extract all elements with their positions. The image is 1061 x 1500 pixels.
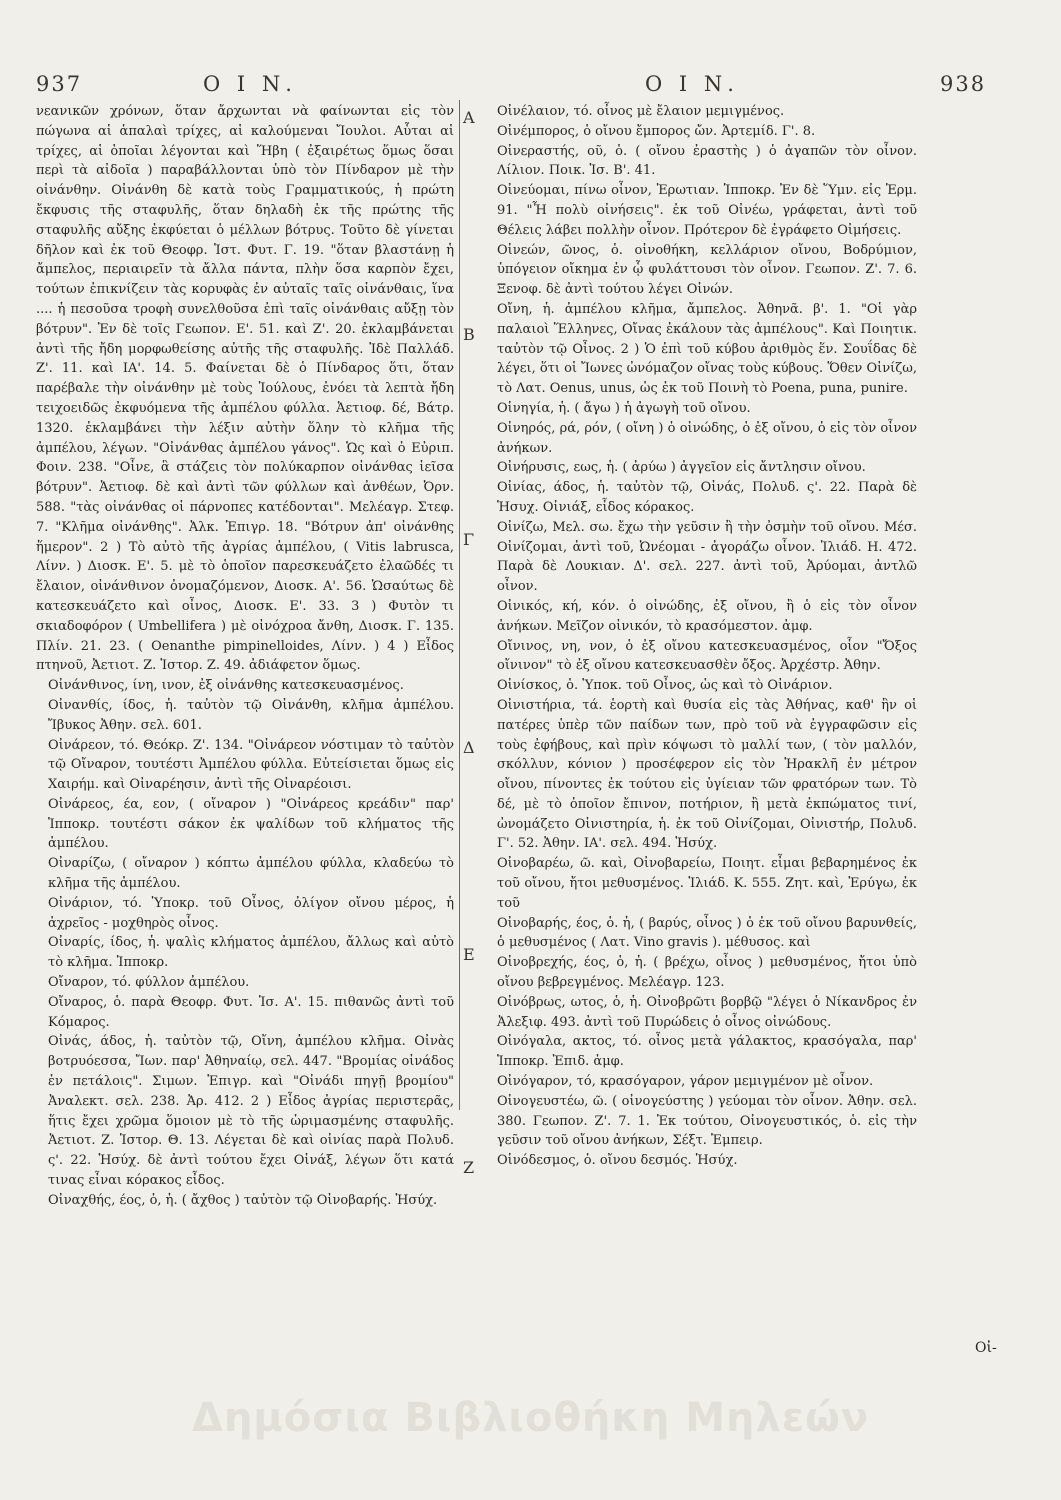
entry-oinegia: Οἰνηγία, ἡ. ( ἄγω ) ἡ ἀγωγὴ τοῦ οἴνου. (497, 400, 751, 416)
margin-letter-beta: Β (463, 325, 475, 344)
entry-oinisteria: Οἰνιστήρια, τά. ἑορτὴ καὶ θυσία εἰς τὰς Ἀθήνας, καθ' ἣν οἱ πατέρες ὑπὲρ τῶν παίδων των, πρὸ τοῦ νὰ ἐγγραφῶσιν εἰς τοὺς ἐφήβους, καὶ πρὶν κόψωσι τὸ μαλλί των, ( τὸν μαλλόν, σκόλλυν, κόνιον ) προσέφερον εἰς τὸν Ἡρακλῆ ἐν μέτρον οἴνου, πίνοντες ἐκ τούτου εἰς ὑγίειαν τῶν φρατόρων των. Τὸ δέ, μὲ τὸ ὁποῖον ἔπινον, ποτήριον, ἢ μετὰ ἐκπώματος τινί, ὠνομάζετο Οἰνιστηρία, ἡ. ἐκ τοῦ Οἰνίζομαι, Οἰνιστήρ, Πολυδ. Γ'. 52. Ἀθην. ΙΑ'. σελ. 494. Ἡσύχ. (497, 697, 917, 852)
right-page-number: 938 (940, 72, 987, 96)
column-rule (459, 100, 460, 1110)
entry-oinemporos: Οἰνέμπορος, ὁ οἴνου ἔμπορος ὤν. Ἀρτεμίδ. Γ'. 8. (497, 123, 816, 139)
entry-oinobreches: Οἰνοβρεχής, έος, ὁ, ἡ. ( βρέχω, οἶνος ) μεθυσμένος, ἤτοι ὑπὸ οἴνου βεβρεγμένος. Μελέαγρ. 123. (497, 955, 917, 991)
entry-oinachthes: Οἰναχθής, έος, ὁ, ἡ. ( ἄχθος ) ταὐτὸν τῷ Οἰνοβαρής. Ἡσύχ. (48, 1192, 438, 1208)
entry-oineuomai: Οἰνεύομαι, πίνω οἶνον, Ἐρωτιαν. Ἱπποκρ. Ἐν δὲ Ὕμν. εἰς Ἑρμ. 91. "Ἦ πολὺ οἰνήσεις". ἐκ τοῦ Οἰνέω, γράφεται, ἀντὶ τοῦ Θέλεις λάβει πολλὴν οἶνον. Πρότερον δὲ ἐγράφετο Οἰμήσεις. (497, 183, 917, 238)
entry-oinodesmos: Οἰνόδεσμος, ὁ. οἴνου δεσμός. Ἡσύχ. (497, 1153, 738, 1169)
entry-oininos: Οἴνινος, νη, νον, ὁ ἐξ οἴνου κατεσκευασμένος, οἷον "Ὄξος οἴνινον" τὸ ἐξ οἴνου κατεσκευασθὲν ὄξος. Ἀρχέστρ. Ἀθην. (497, 638, 917, 674)
right-running-title: Ο Ι Ν. (645, 72, 739, 96)
entry-oinerysis: Οἰνήρυσις, εως, ἡ. ( ἀρύω ) ἀγγεῖον εἰς ἄντλησιν οἴνου. (497, 460, 866, 476)
entry-oinanthis: Οἰνανθίς, ίδος, ἡ. ταὐτὸν τῷ Οἰνάνθη, κλῆμα ἀμπέλου. Ἴβυκος Ἀθην. σελ. 601. (48, 697, 454, 733)
entry-oinaron: Οἴναρον, τό. φύλλον ἀμπέλου. (48, 975, 250, 991)
entry-oinarion: Οἰνάριον, τό. Ὑποκρ. τοῦ Οἶνος, ὀλίγον οἴνου μέρος, ἡ ἀχρεῖος - μοχθηρὸς οἶνος. (48, 895, 454, 931)
entry-oinobares: Οἰνοβαρής, έος, ὁ. ἡ, ( βαρύς, οἶνος ) ὁ ἐκ τοῦ οἴνου βαρυνθείς, ὁ μεθυσμένος ( Λατ. Vino gravis ). μέθυσος. καὶ (497, 915, 917, 951)
entry-continuation: νεανικῶν χρόνων, ὅταν ἄρχωνται νὰ φαίνωνται εἰς τὸν πώγωνα αἱ ἁπαλαὶ τρίχες, αἱ καλούμεναι Ἴουλοι. Αὗται αἱ τρίχες, αἱ ὁποῖαι λέγονται καὶ Ἥβη ( ἐξαιρέτως ὅμως ὅσαι περὶ τὰ αἰδοῖα ) παραβάλλονται ὑπὸ τὸν Πίνδαρον μὲ τὴν οἰνάνθην. Οἰνάνθη δὲ κατὰ τοὺς Γραμματικούς, ἡ πρώτη ἔκφυσις τῆς σταφυλῆς, ὅταν δηλαδὴ ἐκ τῆς πρώτης τῆς σταφυλῆς αὔξης ἐκφύεται ὁ μέλλων βότρυς. Τοῦτο δὲ γίνεται δῆλον καὶ ἐκ τοῦ Θεοφρ. Ἱστ. Φυτ. Γ. 19. "ὅταν βλαστάνῃ ἡ ἄμπελος, περιαιρεῖν τὰ ἄλλα πάντα, πλὴν ὅσα καρπὸν ἔχει, τούτων ἐπικνίζειν τὰς κορυφὰς ἐν αὐταῖς ταῖς οἰνάνθαις, ἵνα .... ἡ πεσοῦσα τροφὴ συνελθοῦσα ἐπὶ ταῖς οἰνάνθαις αὔξῃ τὸν βότρυν". Ἐν δὲ τοῖς Γεωπον. Ε'. 51. καὶ Ζ'. 20. ἐκλαμβάνεται ἀντὶ τῆς ἤδη μορφωθείσης αὐτῆς τῆς σταφυλῆς. Ἰδὲ Παλλάδ. Ζ'. 11. καὶ ΙΑ'. 14. 5. Φαίνεται δὲ ὁ Πίνδαρος ὅτι, ὅταν παρέβαλε τὴν οἰνάνθην μὲ τοὺς Ἰούλους, ἐνόει τὰ λεπτὰ ἤδη τειχοειδῶς ἐκφυόμενα τῆς ἀμπέλου φύλλα. Ἀετιοφ. δέ, Βάτρ. 1320. ἐκλαμβάνει τὴν λέξιν αὐτὴν ὅλην τὸ κλῆμα τῆς ἀμπέλου, λέγων. "Οἰνάνθας ἀμπέλου γάνος". Ὡς καὶ ὁ Εὐριπ. Φοιν. 238. "Οἶνε, ἃ στάζεις τὸν πολύκαρπον οἰνάνθας ἱεῖσα βότρυν". Ἀετιοφ. δὲ καὶ ἀντὶ τῶν φύλλων καὶ ἀνθέων, Ὀρν. 588. "τὰς οἰνάνθας οἱ πάρνοπες κατέδονται". Μελέαγρ. Στεφ. 7. "Κλῆμα οἰνάνθης". Ἀλκ. Ἐπιγρ. 18. "Βότρυν ἀπ' οἰνάνθης ἥμερον". 2 ) Τὸ αὐτὸ τῆς ἀγρίας ἀμπέλου, ( Vitis labrusca, Λίνν. ) Διοσκ. Ε'. 5. μὲ τὸ ὁποῖον παρεσκευάζετο ἐλαῶδές τι ἔλαιον, οἰνάνθινον ὀνομαζόμενον, Διοσκ. Α'. 56. Ὡσαύτως δὲ κατεσκευάζετο καὶ οἶνος, Διοσκ. Ε'. 33. 3 ) Φυτὸν τι σκιαδοφόρον ( Umbellifera ) μὲ οἰνόχροα ἄνθη, Διοσκ. Γ. 135. Πλίν. 21. 23. ( Oenanthe pimpinelloides, Λίνν. ) 4 ) Εἶδος πτηνοῦ, Ἀετιοτ. Ζ. Ἱστορ. Ζ. 49. ἀδιάφετον ὅμως. (36, 104, 454, 674)
entry-oineros: Οἰνηρός, ρά, ρόν, ( οἴνη ) ὁ οἰνώδης, ὁ ἐξ οἴνου, ὁ εἰς τὸν οἶνον ἀνήκων. (497, 420, 917, 456)
page-header (0, 72, 1061, 102)
margin-letter-epsilon: Ε (463, 945, 475, 964)
entry-oinareon: Οἰνάρεον, τό. Θεόκρ. Ζ'. 134. "Οἰνάρεον νόστιμαν τὸ ταὐτὸν τῷ Οἴναρον, τουτέστι Ἀμπέλου φύλλα. Εὐτείσιεται ὅμως εἰς Χαιρήμ. καὶ Οἰναρέησιν, ἀντὶ τῆς Οἰναρέοισι. (48, 737, 454, 793)
entry-oinerastes: Οἰνεραστής, οῦ, ὁ. ( οἴνου ἐραστὴς ) ὁ ἀγαπῶν τὸν οἶνον. Λίλιον. Ποικ. Ἱσ. Β'. 41. (497, 143, 917, 179)
entry-oinas: Οἰνάς, άδος, ἡ. ταὐτὸν τῷ, Οἴνη, ἀμπέλου κλῆμα. Οἰνὰς βοτρυόεσσα, Ἴων. παρ' Ἀθηναίῳ, σελ. 447. "Βρομίας οἰνάδος ἐν πετάλοις". Σιμων. Ἐπιγρ. καὶ "Οἰνάδι πηγῇ βρομίου" Ἀναλεκτ. σελ. 238. Ἀρ. 412. 2 ) Εἶδος ἀγρίας περιστερᾶς, ἥτις ἔχει χρῶμα ὅμοιον μὲ τὸ τῆς ὡριμασμένης σταφυλῆς. Ἀετιοτ. Ζ. Ἱστορ. Θ. 13. Λέγεται δὲ καὶ οἰνίας παρὰ Πολυδ. ς'. 22. Ἡσύχ. δὲ ἀντὶ τούτου ἔχει Οἰνάξ, λέγων ὅτι κατά τινας εἶναι κόρακος εἶδος. (48, 1034, 454, 1189)
margin-letter-zeta: Ζ (463, 1158, 475, 1177)
entry-oiniskos: Οἰνίσκος, ὁ. Ὑποκ. τοῦ Οἶνος, ὡς καὶ τὸ Οἰνάριον. (497, 678, 833, 694)
left-page-number: 937 (36, 72, 83, 96)
entry-oinanthinos: Οἰνάνθινος, ίνη, ινον, ἐξ οἰνάνθης κατεσκευασμένος. (48, 678, 404, 694)
entry-oinobareo: Οἰνοβαρέω, ῶ. καὶ, Οἰνοβαρείω, Ποιητ. εἶμαι βεβαρημένος ἐκ τοῦ οἴνου, ἤτοι μεθυσμένος. Ἰλιάδ. Κ. 555. Ζητ. καὶ, Ἐρύγω, ἐκ τοῦ (497, 856, 917, 911)
margin-letter-gamma: Γ (463, 530, 475, 549)
entry-oinizo: Οἰνίζω, Μελ. σω. ἔχω τὴν γεῦσιν ἢ τὴν ὀσμὴν τοῦ οἴνου. Μέσ. Οἰνίζομαι, ἀντὶ τοῦ, Ὠνέομαι - ἀγοράζω οἶνον. Ἰλιάδ. Η. 472. Παρὰ δὲ Λουκιαν. Δ'. σελ. 227. ἀντὶ τοῦ, Ἀρύομαι, ἀντλῶ οἶνον. (497, 519, 917, 595)
entry-oineon: Οἰνεών, ῶνος, ὁ. οἰνοθήκη, κελλάριον οἴνου, Βοδρύμιον, ὑπόγειον οἴκημα ἐν ᾧ φυλάττουσι τὸν οἶνον. Γεωπον. Ζ'. 7. 6. Ξενοφ. δὲ ἀντὶ τούτου λέγει Οἰνών. (497, 242, 917, 298)
left-column (36, 102, 454, 1208)
left-running-title: Ο Ι Ν. (203, 72, 297, 96)
library-watermark: Δημόσια Βιβλιοθήκη Μηλεών (191, 1395, 870, 1441)
right-column (485, 102, 917, 1169)
margin-letter-delta: Δ (463, 738, 475, 757)
entry-oinareos: Οἰνάρεος, έα, εον, ( οἴναρον ) "Οἰνάρεος κρεάδιν" παρ' Ἱπποκρ. τουτέστι σάκον ἐκ ψαλίδων τοῦ κλήματος τῆς ἀμπέλου. (48, 796, 454, 852)
catchword: Οἰ- (975, 1340, 997, 1356)
entry-oinobros: Οἰνόβρως, ωτος, ὁ, ἡ. Οἰνοβρῶτι βορβῷ "λέγει ὁ Νίκανδρος ἐν Ἀλεξιφ. 493. ἀντὶ τοῦ Πυρώδεις ὁ οἶνος οἰνώδους. (497, 994, 917, 1030)
entry-oinogala: Οἰνόγαλα, ακτος, τό. οἶνος μετὰ γάλακτος, κρασόγαλα, παρ' Ἱπποκρ. Ἐπιδ. ἀμφ. (497, 1034, 917, 1070)
margin-letter-alpha: Α (463, 108, 475, 127)
entry-oinaros: Οἴναρος, ὁ. παρὰ Θεοφρ. Φυτ. Ἱσ. Α'. 15. πιθανῶς ἀντὶ τοῦ Κόμαρος. (48, 994, 454, 1030)
entry-oine: Οἴνη, ἡ. ἀμπέλου κλῆμα, ἄμπελος. Ἀθηνᾶ. β'. 1. "Οἱ γὰρ παλαιοὶ Ἕλληνες, Οἴνας ἐκάλουν τὰς ἀμπέλους". Καὶ Ποιητικ. ταὐτὸν τῷ Οἶνος. 2 ) Ὁ ἐπὶ τοῦ κύβου ἀριθμὸς ἕν. Σουΐδας δὲ λέγει, ὅτι οἱ Ἴωνες ὠνόμαζον οἴνας τοὺς κύβους. Ὅθεν Οἰνίζω, τὸ Λατ. Oenus, unus, ὡς ἐκ τοῦ Ποινὴ τὸ Poena, puna, punire. (497, 301, 917, 397)
entry-oinogaron: Οἰνόγαρον, τό, κρασόγαρον, γάρον μεμιγμένον μὲ οἶνον. (497, 1074, 874, 1090)
entry-oinogeusteo: Οἰνογευστέω, ῶ. ( οἰνογεύστης ) γεύομαι τὸν οἶνον. Ἀθην. σελ. 380. Γεωπον. Ζ'. 7. 1. Ἐκ τούτου, Οἰνογευστικός, ὁ. εἰς τὴν γεῦσιν τοῦ οἴνου ἀνήκων, Σέξτ. Ἐμπειρ. (497, 1093, 917, 1149)
entry-oinarizo: Οἰναρίζω, ( οἴναρον ) κόπτω ἀμπέλου φύλλα, κλαδεύω τὸ κλῆμα τῆς ἀμπέλου. (48, 856, 454, 892)
entry-oinaris: Οἰναρίς, ίδος, ἡ. ψαλὶς κλήματος ἀμπέλου, ἄλλως καὶ αὐτὸ τὸ κλῆμα. Ἱπποκρ. (48, 935, 454, 971)
entry-oinikos: Οἰνικός, κή, κόν. ὁ οἰνώδης, ἐξ οἴνου, ἢ ὁ εἰς τὸν οἶνον ἀνήκων. Μεῖζον οἰνικόν, τὸ κρασόμεστον. ἀμφ. (497, 598, 917, 634)
entry-oinelaion: Οἰνέλαιον, τό. οἶνος μὲ ἔλαιον μεμιγμένος. (497, 104, 785, 119)
entry-oinias: Οἰνίας, άδος, ἡ. ταὐτὸν τῷ, Οἰνάς, Πολυδ. ς'. 22. Παρὰ δὲ Ἡσυχ. Οἰνιάξ, εἶδος κόρακος. (497, 480, 917, 515)
